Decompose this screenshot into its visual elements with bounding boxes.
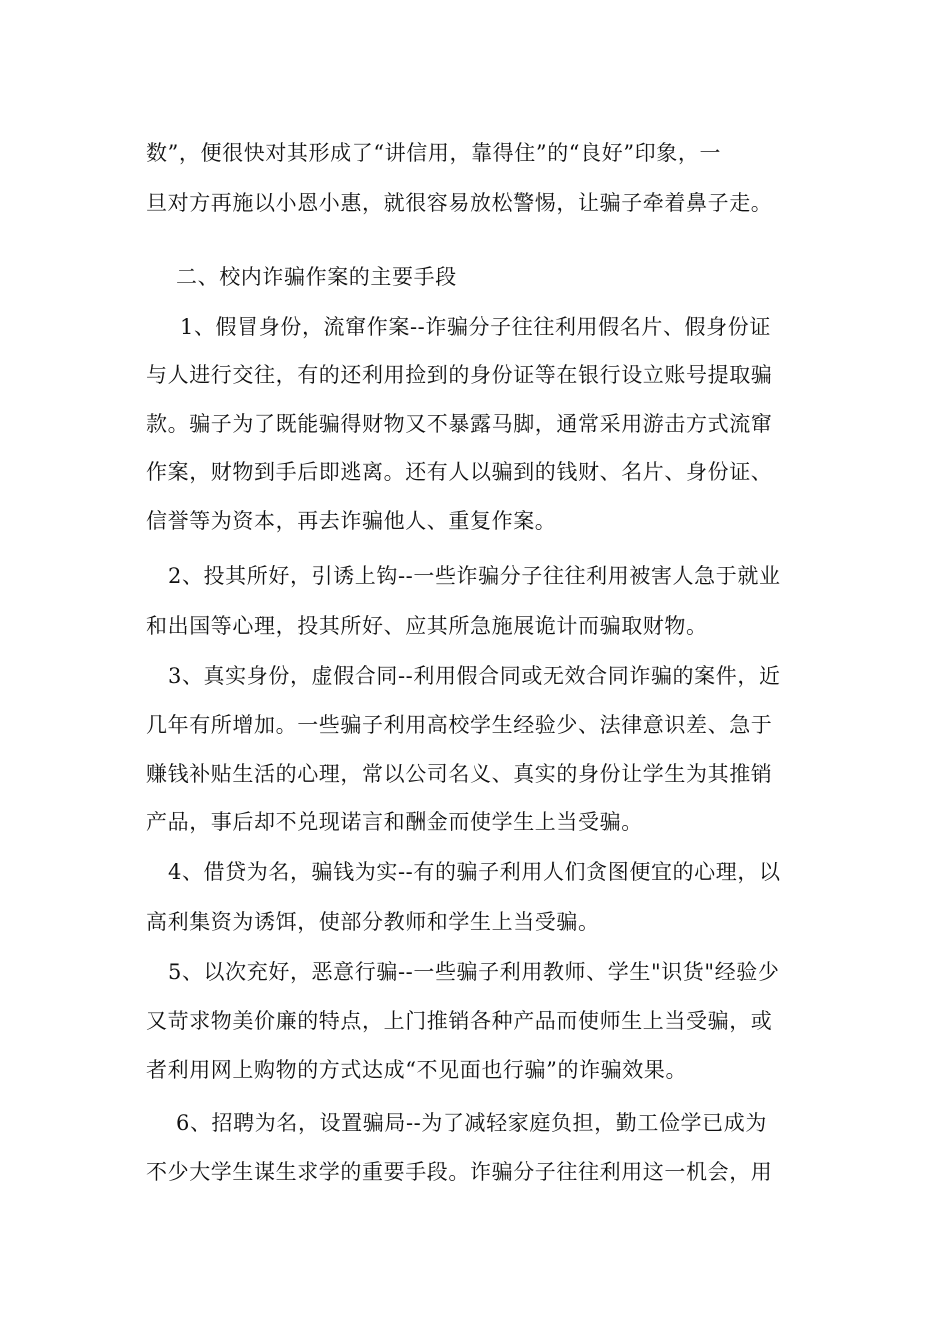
item-1-line-5: 信誉等为资本，再去诈骗他人、重复作案。 bbox=[146, 509, 557, 533]
item-4-line-2: 高利集资为诱饵，使部分教师和学生上当受骗。 bbox=[146, 910, 600, 934]
item-3-line-4: 产品，事后却不兑现诺言和酬金而使学生上当受骗。 bbox=[146, 810, 643, 834]
item-5-line-2: 又苛求物美价廉的特点，上门推销各种产品而使师生上当受骗，或 bbox=[146, 1009, 773, 1033]
item-1-line-1: 1、假冒身份，流窜作案--诈骗分子往往利用假名片、假身份证 bbox=[180, 315, 771, 339]
item-3-line-3: 赚钱补贴生活的心理，常以公司名义、真实的身份让学生为其推销 bbox=[146, 762, 773, 786]
text-line-2: 旦对方再施以小恩小惠，就很容易放松警惕，让骗子牵着鼻子走。 bbox=[146, 191, 773, 215]
item-6-line-1: 6、招聘为名，设置骗局--为了减轻家庭负担，勤工俭学已成为 bbox=[176, 1111, 767, 1135]
item-1-line-3: 款。骗子为了既能骗得财物又不暴露马脚，通常采用游击方式流窜 bbox=[146, 412, 773, 436]
item-3-line-2: 几年有所增加。一些骗子利用高校学生经验少、法律意识差、急于 bbox=[146, 713, 773, 737]
item-1-line-4: 作案，财物到手后即逃离。还有人以骗到的钱财、名片、身份证、 bbox=[146, 460, 773, 484]
item-3-line-1: 3、真实身份，虚假合同--利用假合同或无效合同诈骗的案件，近 bbox=[168, 664, 781, 688]
item-2-line-1: 2、投其所好，引诱上钩--一些诈骗分子往往利用被害人急于就业 bbox=[168, 564, 781, 588]
item-5-line-3: 者利用网上购物的方式达成“不见面也行骗”的诈骗效果。 bbox=[146, 1058, 688, 1082]
item-6-line-2: 不少大学生谋生求学的重要手段。诈骗分子往往利用这一机会，用 bbox=[146, 1160, 773, 1184]
item-5-line-1: 5、以次充好，恶意行骗--一些骗子利用教师、学生"识货"经验少 bbox=[168, 960, 780, 984]
text-line-1: 数”，便很快对其形成了“讲信用，靠得住”的“良好”印象，一 bbox=[146, 141, 722, 165]
item-2-line-2: 和出国等心理，投其所好、应其所急施展诡计而骗取财物。 bbox=[146, 614, 708, 638]
section-heading: 二、校内诈骗作案的主要手段 bbox=[176, 265, 457, 289]
item-4-line-1: 4、借贷为名，骗钱为实--有的骗子利用人们贪图便宜的心理，以 bbox=[168, 860, 781, 884]
item-1-line-2: 与人进行交往，有的还利用捡到的身份证等在银行设立账号提取骗 bbox=[146, 363, 773, 387]
